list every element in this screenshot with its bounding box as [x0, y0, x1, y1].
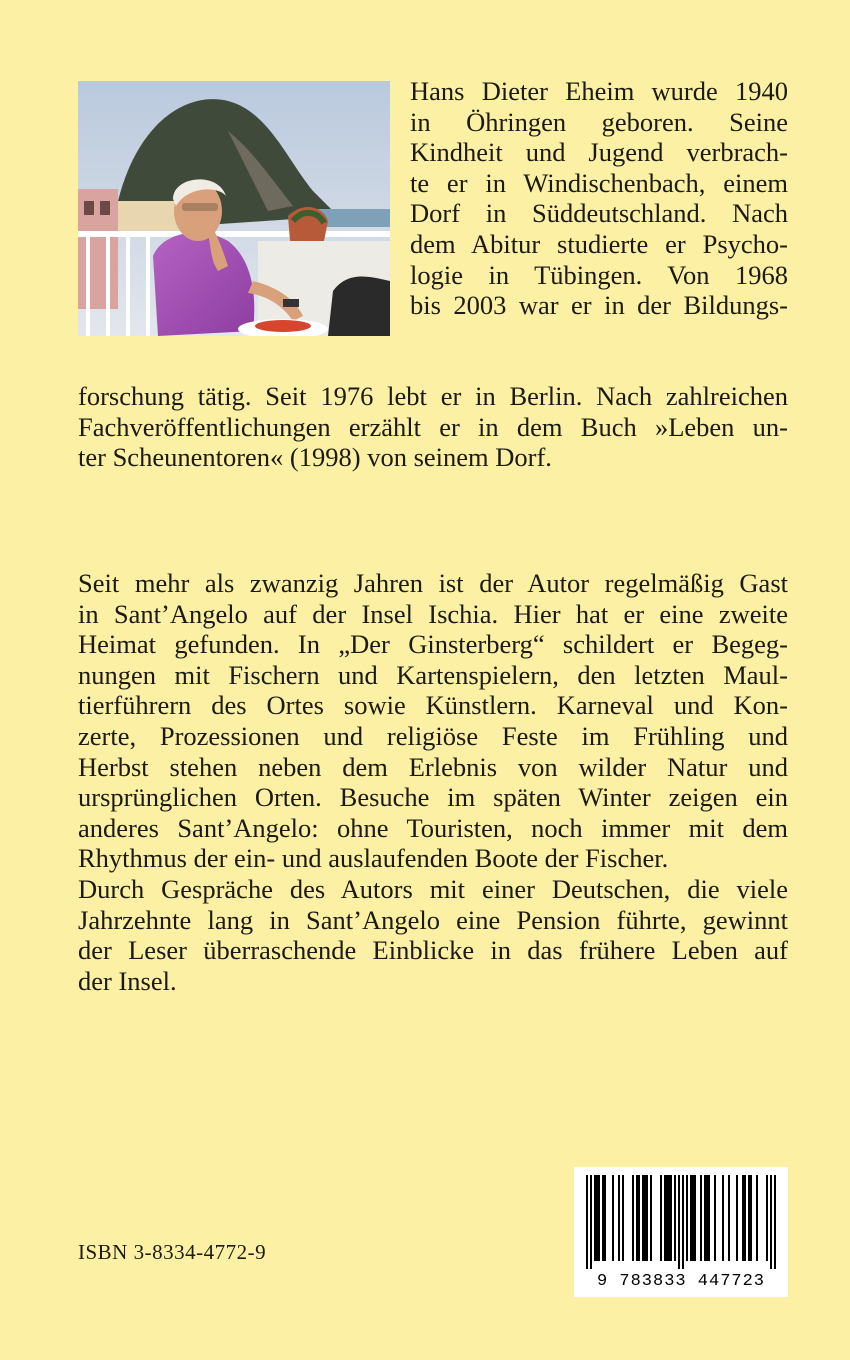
author-photo-illustration	[78, 81, 390, 336]
barcode-bar	[638, 1175, 640, 1261]
barcode-bar	[750, 1175, 752, 1261]
barcode-bar	[692, 1175, 694, 1261]
barcode-bar	[594, 1175, 596, 1261]
barcode-bar	[586, 1175, 588, 1269]
barcode-bar	[736, 1175, 738, 1261]
barcode-bar	[668, 1175, 670, 1261]
barcode-bar	[666, 1175, 668, 1261]
barcode-bar	[642, 1175, 644, 1261]
isbn-text: ISBN 3-8334-4772-9	[78, 1240, 267, 1264]
blurb-line: Seit mehr als zwanzig Jahren ist der Autor regelmäßig Gast	[78, 568, 788, 598]
book-blurb	[78, 568, 788, 996]
barcode-bar	[674, 1175, 676, 1261]
author-bio-bottom	[78, 381, 788, 473]
bio-line: in Öhringen geboren. Seine	[410, 106, 788, 137]
barcode-bar	[748, 1175, 750, 1261]
barcode-bar	[714, 1175, 716, 1261]
bio-line: Hans Dieter Eheim wurde 1940	[410, 76, 788, 106]
barcode-bar	[742, 1175, 744, 1261]
blurb-line: der Leser überraschende Einblicke in das frühere Leben auf	[78, 935, 788, 966]
barcode-bar	[622, 1175, 624, 1261]
barcode-bar	[660, 1175, 662, 1261]
blurb-line: Herbst stehen neben dem Erlebnis von wilder Natur und	[78, 751, 788, 782]
barcode-bar	[612, 1175, 614, 1261]
barcode-bar	[618, 1175, 620, 1261]
author-photo	[78, 81, 390, 336]
barcode-bar	[644, 1175, 646, 1261]
blurb-line: tierführern des Ortes sowie Künstlern. Karneval und Kon-	[78, 690, 788, 721]
bio-line: forschung tätig. Seit 1976 lebt er in Berlin. Nach zahlreichen	[78, 381, 788, 411]
barcode-bars	[574, 1167, 788, 1272]
blurb-line: Durch Gespräche des Autors mit einer Deutschen, die viele	[78, 873, 788, 904]
barcode-bar	[744, 1175, 746, 1261]
bio-line: Dorf in Süddeutschland. Nach	[410, 198, 788, 229]
blurb-line: nungen mit Fischern und Kartenspielern, den letzten Maul-	[78, 659, 788, 690]
barcode-bar	[722, 1175, 724, 1261]
bio-line: Kindheit und Jugend verbrach-	[410, 137, 788, 168]
barcode-bar	[686, 1175, 688, 1261]
barcode-bar	[650, 1175, 652, 1261]
barcode-digits: 9 783833 447723	[596, 1272, 766, 1291]
bio-line: logie in Tübingen. Von 1968	[410, 259, 788, 290]
blurb-line: in Sant’Angelo auf der Insel Ischia. Hier hat er eine zweite	[78, 598, 788, 629]
barcode-bar	[590, 1175, 592, 1269]
barcode-bar	[596, 1175, 598, 1261]
blurb-line: Heimat gefunden. In „Der Ginsterberg“ schildert er Begeg-	[78, 629, 788, 660]
blurb-line: anderes Sant’Angelo: ohne Touristen, noch immer mit dem	[78, 812, 788, 843]
blurb-line: zerte, Prozessionen und religiöse Feste im Frühling und	[78, 720, 788, 751]
bio-line: Fachveröffentlichungen erzählt er in dem Buch »Leben un-	[78, 411, 788, 442]
barcode-bar	[704, 1175, 706, 1261]
barcode-bar	[636, 1175, 638, 1261]
barcode-bar	[632, 1175, 634, 1261]
bio-line: te er in Windischenbach, einem	[410, 167, 788, 198]
barcode-bar	[678, 1175, 680, 1269]
blurb-line: der Insel.	[78, 965, 177, 996]
blurb-line: Jahrzehnte lang in Sant’Angelo eine Pension führte, gewinnt	[78, 904, 788, 935]
barcode-bar	[770, 1175, 772, 1269]
barcode-bar	[670, 1175, 672, 1261]
bio-line: bis 2003 war er in der Bildungs-	[410, 290, 788, 321]
blurb-line: ursprünglichen Orten. Besuche im späten Winter zeigen ein	[78, 782, 788, 813]
blurb-line: Rhythmus der ein- und auslaufenden Boote der Fischer.	[78, 843, 669, 874]
barcode-bar	[774, 1175, 776, 1269]
barcode-bar	[706, 1175, 708, 1261]
barcode-bar	[664, 1175, 666, 1261]
barcode-bar	[598, 1175, 600, 1261]
barcode-bar	[682, 1175, 684, 1269]
barcode-bar	[604, 1175, 606, 1261]
author-bio-top	[410, 76, 788, 321]
barcode-bar	[646, 1175, 648, 1261]
barcode-bar	[708, 1175, 710, 1261]
barcode-bar	[756, 1175, 758, 1261]
barcode-bar	[700, 1175, 702, 1261]
barcode-bar	[602, 1175, 604, 1261]
bio-line: dem Abitur studierte er Psycho-	[410, 228, 788, 259]
barcode-bar	[766, 1175, 768, 1261]
barcode-bar	[728, 1175, 730, 1261]
barcode-bar	[694, 1175, 696, 1261]
isbn-barcode	[574, 1167, 788, 1297]
barcode-bar	[690, 1175, 692, 1261]
bio-line: ter Scheunentoren« (1998) von seinem Dorf.	[78, 442, 552, 473]
